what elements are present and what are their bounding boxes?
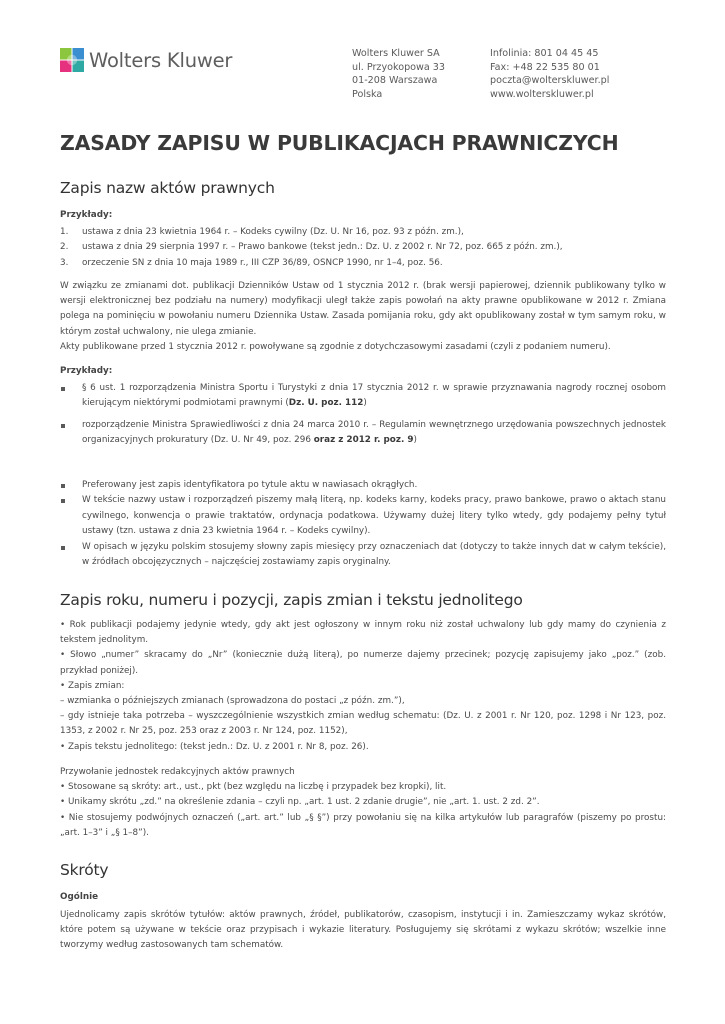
item-text: orzeczenie SN z dnia 10 maja 1989 r., III CZP 36/89, OSNCP 1990, nr 1–4, poz. 56. <box>82 257 443 268</box>
paragraph-dz-u-changes <box>60 279 666 355</box>
item-text-end: ) <box>413 435 417 446</box>
item-number: 3. <box>60 257 69 268</box>
address-line: Polska <box>352 88 383 100</box>
contact-website[interactable]: www.wolterskluwer.pl <box>490 88 594 100</box>
list-item: W opisach w języku polskim stosujemy słowny zapis miesięcy przy oznaczeniach dat (dotyczy to także innych dat w całym tekście), w źródłach obcojęzycznych – najczęściej zostawiamy zapis oryginalny. <box>60 540 666 571</box>
paragraph-line: • Słowo „numer” skracamy do „Nr” (koniecznie dużą literą), po numerze dajemy przecinek; pozycję zapisujemy jako „poz.” (zob. przykład poniżej). <box>60 650 666 676</box>
paragraph-line: • Zapis tekstu jednolitego: (tekst jedn.: Dz. U. z 2001 r. Nr 8, poz. 26). <box>60 741 369 752</box>
item-text-end: ) <box>363 398 367 409</box>
list-item <box>60 225 666 240</box>
address-line: ul. Przyokopowa 33 <box>352 61 446 73</box>
paragraph-line: • Rok publikacji podajemy jedynie wtedy, gdy akt jest ogłoszony w innym roku niż został uchwalony lub gdy mamy do czynienia z tekstem jednolitym. <box>60 620 666 646</box>
item-text: ustawa z dnia 29 sierpnia 1997 r. – Prawo bankowe (tekst jedn.: Dz. U. z 2002 r. Nr 72, poz. 665 z późn. zm.), <box>82 242 563 253</box>
paragraph-line: – gdy istnieje taka potrzeba – wyszczególnienie wszystkich zmian według schematu: (Dz. U. z 2001 r. Nr 120, poz. 1298 i Nr 123, poz. 1353, z 2002 r. Nr 25, poz. 253 oraz z 2003 r. Nr 124, poz. 1152), <box>60 711 666 737</box>
paragraph-line: – wzmianka o późniejszych zmianach (sprowadzona do postaci „z późn. zm.”), <box>60 696 405 707</box>
list-item: W tekście nazwy ustaw i rozporządzeń piszemy małą literą, np. kodeks karny, kodeks pracy, prawo bankowe, prawo o aktach stanu cywilnego, konwencja o prawie traktatów, ordynacja podatkowa. Używamy dużej litery tylko wtedy, gdy podajemy pełny tytuł ustawy (tzn. ustawa z dnia 23 kwietnia 1964 r. – Kodeks cywilny). <box>60 493 666 539</box>
item-text: § 6 ust. 1 rozporządzenia Ministra Sportu i Turystyki z dnia 17 stycznia 2012 r. w sprawie przyznawania nagrody rocznej osobom kierującym niektórymi podmiotami prawnymi ( <box>82 383 666 409</box>
examples-label-2: Przykłady: <box>60 366 113 376</box>
address-line: Wolters Kluwer SA <box>352 48 440 59</box>
section-heading-act-names: Zapis nazw aktów prawnych <box>60 179 275 197</box>
company-contact <box>490 47 609 101</box>
general-label: Ogólnie <box>60 892 99 902</box>
list-item <box>60 240 666 255</box>
company-address <box>352 47 445 101</box>
document-title: ZASADY ZAPISU W PUBLIKACJACH PRAWNICZYCH <box>60 131 619 155</box>
paragraph-line: Przywołanie jednostek redakcyjnych aktów prawnych <box>60 767 295 777</box>
section-heading-year-number: Zapis roku, numeru i pozycji, zapis zmian i tekstu jednolitego <box>60 591 523 609</box>
paragraph-line: • Stosowane są skróty: art., ust., pkt (bez względu na liczbę i przypadek bez kropki), lit. <box>60 782 447 793</box>
paragraph-line: • Unikamy skrótu „zd.” na określenie zdania – czyli np. „art. 1 ust. 2 zdanie drugie”, nie „art. 1. ust. 2 zd. 2”. <box>60 797 540 808</box>
list-item: Preferowany jest zapis identyfikatora po tytule aktu w nawiasach okrągłych. <box>60 478 666 493</box>
paragraph-text: Ujednolicamy zapis skrótów tytułów: aktów prawnych, źródeł, publikatorów, czasopism, instytucji i in. Zamieszczamy wykaz skrótów, które potem są używane w tekście oraz przypisach i wykazie literatury. Posługujemy się skrótami z wykazu skrótów; wszelkie inne tworzymy według zastosowanych tam schematów. <box>60 910 666 951</box>
examples-label: Przykłady: <box>60 210 113 220</box>
logo-mark-icon <box>60 48 84 72</box>
contact-fax: Fax: +48 22 535 80 01 <box>490 61 600 73</box>
list-item <box>60 256 666 271</box>
paragraph-units <box>60 765 666 841</box>
list-item <box>60 418 666 449</box>
paragraph-text: Akty publikowane przed 1 stycznia 2012 r. powoływane są zgodnie z dotychczasowymi zasadami (czyli z podaniem numeru). <box>60 341 611 352</box>
examples-list <box>60 225 666 271</box>
wolters-kluwer-logo <box>60 48 232 72</box>
item-text: rozporządzenie Ministra Sprawiedliwości z dnia 24 marca 2010 r. – Regulamin wewnętrznego urzędowania powszechnych jednostek organizacyjnych prokuratury (Dz. U. Nr 49, poz. 296 <box>82 419 666 446</box>
item-text: ustawa z dnia 23 kwietnia 1964 r. – Kodeks cywilny (Dz. U. Nr 16, poz. 93 z późn. zm.), <box>82 227 464 237</box>
examples-2012-list <box>60 381 666 449</box>
rules-list <box>60 478 666 570</box>
contact-email[interactable]: poczta@wolterskluwer.pl <box>490 75 610 86</box>
section-heading-abbreviations: Skróty <box>60 861 109 879</box>
brand-name: Wolters Kluwer <box>89 48 233 72</box>
item-bold: Dz. U. poz. 112 <box>288 398 364 409</box>
paragraph-text: W związku ze zmianami dot. publikacji Dzienników Ustaw od 1 stycznia 2012 r. (brak wersji papierowej, dziennik publikowany tylko w wersji elektronicznej bez podziału na numery) modyfikacji uległ także zapis powołań na akty prawne opublikowane w 2012 r. Zmiana polega na pominięciu w powołaniu numeru Dziennika Ustaw. Zasada pomijania roku, gdy akt opublikowany został w tym samym roku, w którym został uchwalony, nie ulega zmianie. <box>60 281 666 337</box>
item-bold: oraz z 2012 r. poz. 9 <box>313 435 414 446</box>
item-number: 2. <box>60 242 69 253</box>
paragraph-abbreviations <box>60 908 666 954</box>
list-item <box>60 381 666 412</box>
item-number: 1. <box>60 227 69 237</box>
paragraph-line: • Nie stosujemy podwójnych oznaczeń („art. art.” lub „§ §”) przy powołaniu się na kilka artykułów lub paragrafów (piszemy po prostu: „art. 1–3” i „§ 1–8”). <box>60 812 666 838</box>
contact-phone: Infolinia: 801 04 45 45 <box>490 48 599 59</box>
address-line: 01-208 Warszawa <box>352 75 438 86</box>
paragraph-year-number <box>60 618 666 755</box>
paragraph-line: • Zapis zmian: <box>60 680 125 691</box>
